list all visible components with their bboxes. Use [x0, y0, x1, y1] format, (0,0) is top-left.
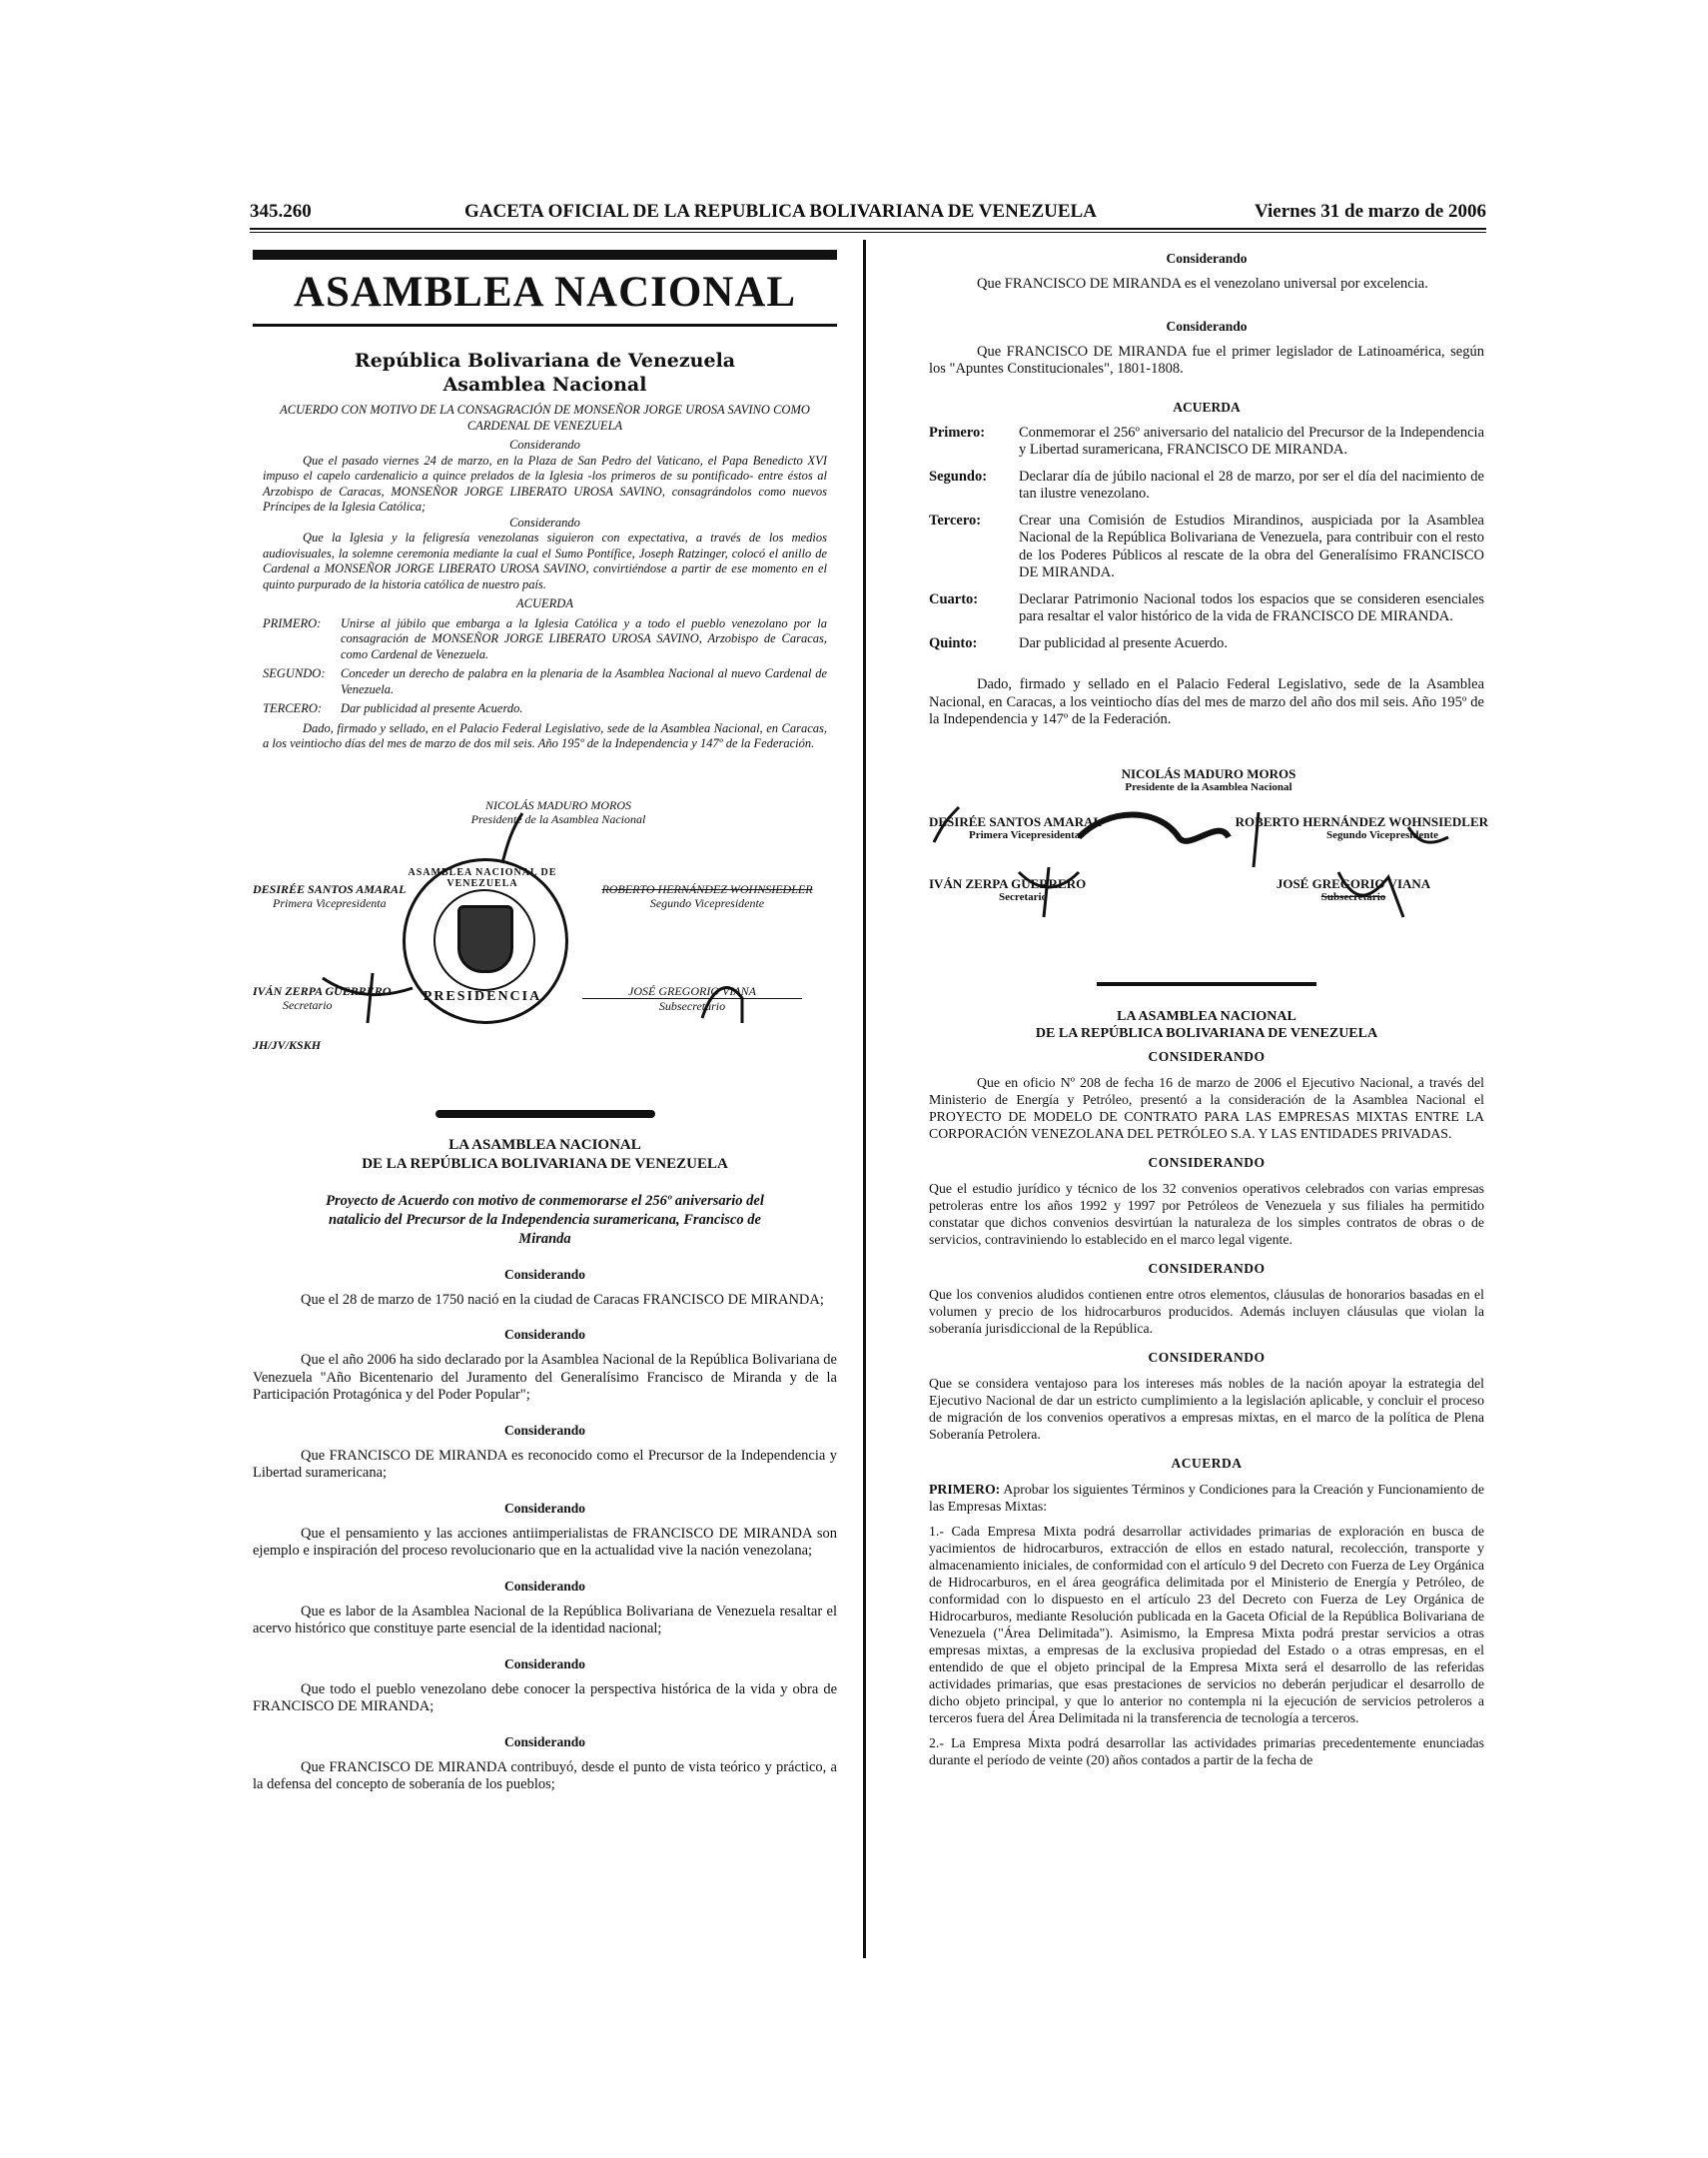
considerando-label: Considerando	[503, 1422, 586, 1438]
considerando-label: Considerando	[503, 1733, 586, 1749]
header-rule-thin	[250, 232, 1486, 233]
considerando-label: Considerando	[509, 515, 580, 530]
item-key: SEGUNDO:	[263, 666, 326, 680]
coat-of-arms-icon	[457, 905, 513, 973]
column-divider	[863, 240, 866, 1958]
separator-bar	[435, 1110, 655, 1118]
assembly-line: Asamblea Nacional	[442, 374, 647, 396]
item-key: Segundo:	[929, 468, 988, 485]
item-text: Declarar Patrimonio Nacional todos los espacios que se consideren esenciales para resaltar el valor histórico de la vida de FRANCISCO DE MIRANDA.	[1019, 590, 1484, 624]
considerando-1: Que el pasado viernes 24 de marzo, en la Plaza de San Pedro del Vaticano, el Papa Benedicto XVI impuso el capelo cardenalicio a quince prelados de la Iglesia -los primeros de su pontificado- entre éstos al Arzobispo de Caracas, MONSEÑOR JORGE LIBERATO UROSA SAVINO, consagrándolos como nuevos Príncipes de la Iglesia Católica;	[263, 453, 827, 514]
left-column	[253, 250, 837, 1794]
considerando-2: Que el estudio jurídico y técnico de los 32 convenios operativos celebrados con varias empresas petroleras entre los años 1992 y 1997 por Petróleos de Venezuela y sus filiales ha permitido constatar que dichos convenios desvirtúan la naturaleza de los simples contratos de obras o de servicios, contraviniendo lo establecido en el marco legal vigente.	[929, 1180, 1484, 1247]
acuerdo-item	[929, 469, 1484, 504]
item-text: Unirse al júbilo que embarga a la Iglesia Católica y a todo el pueblo venezolano por la consagración de MONSEÑOR JORGE LIBERATO UROSA SAVINO, Arzobispo de Caracas, como Cardenal de Venezuela.	[341, 615, 827, 661]
president-name: NICOLÁS MADURO MOROS	[1121, 765, 1296, 781]
president-title: Presidente de la Asamblea Nacional	[470, 811, 646, 826]
secretary-handwriting	[313, 968, 432, 1028]
signature-block	[253, 798, 837, 1088]
considerando-label: Considerando	[1166, 251, 1248, 266]
considerando-label: Considerando	[503, 1578, 586, 1594]
item-key: Quinto:	[929, 634, 978, 651]
subsecretary-handwriting	[682, 968, 762, 1028]
issue-date: Viernes 31 de marzo de 2006	[1255, 201, 1486, 222]
considerando-1: Que en oficio Nº 208 de fecha 16 de marzo de 2006 el Ejecutivo Nacional, a través del Ministerio de Energía y Petróleo, presentó a la consideración de la Asamblea Nacional el PROYECTO DE MODELO DE CONTRATO PARA LAS EMPRESAS MIXTAS ENTRE LA CORPORACIÓN VENEZOLANA DEL PETRÓLEO S.A. Y LAS ENTIDADES PRIVADAS.	[929, 1074, 1484, 1141]
subsecretary-name: JOSÉ GREGORIO VIANA	[582, 984, 802, 999]
acuerdo-urosa	[253, 403, 837, 752]
acuerda-label: ACUERDA	[1171, 1455, 1243, 1471]
considerando-8: Que FRANCISCO DE MIRANDA es el venezolano universal por excelencia.	[977, 276, 1428, 292]
vp1-name: DESIRÉE SANTOS AMARAL	[253, 881, 407, 896]
acuerdo-item	[929, 425, 1484, 460]
acuerdo-miranda	[253, 1136, 837, 1794]
subsecretary-title: Subsecretario	[658, 998, 726, 1013]
secretary-name: IVÁN ZERPA GUERRERO	[253, 983, 392, 998]
acuerda-label: ACUERDA	[1173, 399, 1241, 415]
considerando-3: Que los convenios aludidos contienen entre otros elementos, cláusulas de honorarios basadas en el volumen y precio de los hidrocarburos producidos. Además incluyen cláusulas que violan la soberanía jurisdiccional de la República.	[929, 1286, 1484, 1336]
item-text: Conmemorar el 256º aniversario del natalicio del Precursor de la Independencia y Libertad suramericana, FRANCISCO DE MIRANDA.	[1019, 424, 1484, 458]
considerando-label: Considerando	[509, 438, 580, 452]
item-key: PRIMERO:	[263, 615, 322, 630]
considerando-4: Que se considera ventajoso para los intereses más nobles de la nación apoyar la estrategia del Ejecutivo Nacional de dar un estricto cumplimiento a la legislación aplicable, y concluir el proceso de migración de los convenios operativos a empresas mixtas, en el marco de la política de Plena Soberanía Petrolera.	[929, 1375, 1484, 1442]
acuerdo-item	[929, 591, 1484, 626]
heading-line-2: DE LA REPÚBLICA BOLIVARIANA DE VENEZUELA	[1035, 1025, 1378, 1041]
considerando-2: Que el año 2006 ha sido declarado por la Asamblea Nacional de la República Bolivariana de Venezuela "Año Bicentenario del Juramento del Generalísimo Francisco de Miranda y de la Participación Protagónica y del Poder Popular";	[253, 1352, 837, 1403]
republic-line: República Bolivariana de Venezuela	[354, 350, 736, 372]
primero-paragraph	[929, 1481, 1484, 1515]
term-1: 1.- Cada Empresa Mixta podrá desarrollar actividades primarias de exploración en busca de yacimientos de hidrocarburos, extracción de ellos en estado natural, recolección, transporte y almacenamiento iniciales, de conformidad con el artículo 9 del Decreto con Fuerza de Ley Orgánica de Hidrocarburos, en el área geográfica delimitada por el Ministerio de Energía y Petróleo, de conformidad con lo dispuesto en el artículo 23 del Decreto con Fuerza de Ley Orgánica de Hidrocarburos, mediante Resolución publicada en la Gaceta Oficial de la República Bolivariana de Venezuela ("Área Delimitada"). Asimismo, la Empresa Mixta podrá prestar servicios a otras empresas mixtas, a empresas de la exclusiva propiedad del Estado o a otras empresas, en el entendido de que el objeto principal de la Empresa Mixta será el desarrollo de las referidas actividades primarias, que esas prestaciones de servicios no deberán perjudicar el desarrollo de dicho objeto principal, y que lo anterior no contempla ni la ejecución de servicios petroleros a terceros fuera del Área Delimitada ni la transferencia de tecnología a terceros.	[929, 1523, 1484, 1725]
secretary-title: Secretario	[283, 997, 333, 1012]
dado-paragraph: Dado, firmado y sellado en el Palacio Federal Legislativo, sede de la Asamblea Nacional, en Caracas, a los veintiocho días del mes de marzo del año dos mil seis. Año 195º de la Independencia y 147º de la Federación.	[929, 676, 1484, 727]
acuerdo-item	[263, 701, 827, 717]
acuerdo-item	[263, 616, 827, 663]
vp2-signature	[572, 882, 842, 910]
considerando-label: CONSIDERANDO	[1148, 1154, 1266, 1170]
right-column	[929, 250, 1488, 1768]
considerando-7: Que FRANCISCO DE MIRANDA contribuyó, desde el punto de vista teórico y práctico, a la defensa del concepto de soberanía de los pueblos;	[253, 1758, 837, 1792]
primero-text: Aprobar los siguientes Términos y Condiciones para la Creación y Funcionamiento de las Empresas Mixtas:	[929, 1481, 1484, 1514]
signature-scribbles-2	[1009, 862, 1468, 922]
separator-bar	[1097, 982, 1316, 986]
vp2-name: ROBERTO HERNÁNDEZ WOHNSIEDLER	[601, 881, 813, 896]
acuerdo-empresas-mixtas	[929, 1008, 1484, 1768]
considerando-3: Que FRANCISCO DE MIRANDA es reconocido como el Precursor de la Independencia y Libertad suramericana;	[253, 1447, 837, 1481]
project-title: Proyecto de Acuerdo con motivo de conmemorarse el 256º aniversario del natalicio del Precursor de la Independencia suramericana, Francisco de Miranda	[326, 1192, 764, 1247]
heading-line-1: LA ASAMBLEA NACIONAL	[448, 1136, 641, 1153]
heading-line-1: LA ASAMBLEA NACIONAL	[1117, 1008, 1296, 1024]
item-key: Primero:	[929, 424, 986, 441]
considerando-label: Considerando	[503, 1655, 586, 1671]
item-key: Tercero:	[929, 512, 982, 529]
vp2-title: Segundo Vicepresidente	[1326, 828, 1438, 841]
dado-paragraph: Dado, firmado y sellado, en el Palacio Federal Legislativo, sede de la Asamblea Nacional, en Caracas, a los veintiocho días del mes de marzo de dos mil seis. Año 195º de la Independencia y 147º de la Federación.	[263, 720, 827, 750]
considerando-label: CONSIDERANDO	[1148, 1349, 1266, 1365]
acuerdo-title: ACUERDO CON MOTIVO DE LA CONSAGRACIÓN DE MONSEÑOR JORGE UROSA SAVINO COMO CARDENAL DE VENEZUELA	[280, 403, 810, 433]
president-title: Presidente de la Asamblea Nacional	[1125, 780, 1292, 793]
secretary-name: IVÁN ZERPA GUERRERO	[929, 875, 1087, 891]
considerando-9: Que FRANCISCO DE MIRANDA fue el primer legislador de Latinoamérica, según los "Apuntes Constitucionales", 1801-1808.	[929, 343, 1484, 377]
section-bar-top	[253, 250, 837, 260]
item-key: Cuarto:	[929, 590, 979, 607]
secretary-title: Secretario	[999, 890, 1048, 903]
primero-label: PRIMERO:	[929, 1481, 1001, 1497]
considerando-6: Que todo el pueblo venezolano debe conocer la perspectiva histórica de la vida y obra de FRANCISCO DE MIRANDA;	[253, 1680, 837, 1714]
considerando-4: Que el pensamiento y las acciones antiimperialistas de FRANCISCO DE MIRANDA son ejemplo e inspiración del proceso revolucionario que en la actualidad vive la nación venezolana;	[253, 1525, 837, 1559]
heading-line-2: DE LA REPÚBLICA BOLIVARIANA DE VENEZUELA	[362, 1155, 728, 1172]
seal-bottom-text: PRESIDENCIA	[423, 988, 542, 1004]
considerando-label: Considerando	[503, 1500, 586, 1516]
item-text: Crear una Comisión de Estudios Mirandinos, auspiciada por la Asamblea Nacional de la República Bolivariana de Venezuela, para contribuir con el resto de los Poderes Públicos al rescate de la obra del Generalísimo FRANCISCO DE MIRANDA.	[1019, 512, 1484, 580]
vp2-name: ROBERTO HERNÁNDEZ WOHNSIEDLER	[1235, 813, 1488, 829]
considerando-label: Considerando	[503, 1327, 586, 1342]
considerando-label: CONSIDERANDO	[1148, 1048, 1266, 1064]
acuerda-label: ACUERDA	[516, 596, 573, 610]
considerando-5: Que es labor de la Asamblea Nacional de la República Bolivariana de Venezuela resaltar el acervo histórico que constituye parte esencial de la identidad nacional;	[253, 1603, 837, 1636]
vp1-name: DESIRÉE SANTOS AMARAL	[929, 813, 1103, 829]
page-number: 345.260	[250, 201, 312, 222]
considerando-label: CONSIDERANDO	[1148, 1260, 1266, 1276]
section-title: ASAMBLEA NACIONAL	[293, 269, 797, 316]
item-text: Declarar día de júbilo nacional el 28 de marzo, por ser el día del nacimiento de tan ilustre venezolano.	[1019, 468, 1484, 502]
acuerdo-item	[929, 513, 1484, 582]
item-text: Dar publicidad al presente Acuerdo.	[341, 701, 523, 715]
president-name: NICOLÁS MADURO MOROS	[485, 797, 631, 812]
page-header	[250, 201, 1486, 227]
subsecretary-title: Subsecretario	[1320, 890, 1386, 903]
considerando-2: Que la Iglesia y la feligresía venezolanas siguieron con expectativa, a través de los medios audiovisuales, la solemne ceremonia mediante la cual el Sumo Pontífice, Joseph Ratzinger, colocó el anillo de Cardenal a MONSEÑOR JORGE LIBERATO UROSA SAVINO, convirtiéndose a partir de ese momento en el quinto purpurado de la historia católica de nuestro país.	[263, 531, 827, 591]
vp2-title: Segundo Vicepresidente	[649, 895, 765, 910]
term-2: 2.- La Empresa Mixta podrá desarrollar las actividades primarias precedentemente enunciadas durante el período de veinte (20) años contados a partir de la fecha de	[929, 1734, 1484, 1767]
vp1-signature	[253, 882, 423, 910]
subsecretary-name: JOSÉ GREGORIO VIANA	[1276, 875, 1431, 891]
item-key: TERCERO:	[263, 701, 323, 715]
considerando-label: Considerando	[1166, 318, 1248, 334]
acuerdo-item	[263, 666, 827, 697]
president-signature	[1079, 767, 1338, 794]
header-rule	[250, 228, 1486, 230]
considerando-1: Que el 28 de marzo de 1750 nació en la ciudad de Caracas FRANCISCO DE MIRANDA;	[301, 1291, 824, 1308]
seal-top-text: ASAMBLEA NACIONAL DE VENEZUELA	[408, 866, 557, 889]
acuerdo-item	[929, 635, 1484, 653]
initials: JH/JV/KSKH	[253, 1037, 322, 1052]
section-bar-bottom	[253, 324, 837, 327]
item-text: Dar publicidad al presente Acuerdo.	[1019, 634, 1228, 651]
vp1-title: Primera Vicepresidenta	[273, 895, 387, 910]
signature-block	[929, 765, 1488, 972]
item-text: Conceder un derecho de palabra en la plenaria de la Asamblea Nacional al nuevo Cardenal de Venezuela.	[341, 666, 827, 696]
publication-title: GACETA OFICIAL DE LA REPUBLICA BOLIVARIANA DE VENEZUELA	[464, 201, 1097, 222]
considerando-label: Considerando	[503, 1266, 586, 1282]
vp1-title: Primera Vicepresidenta	[969, 828, 1081, 841]
